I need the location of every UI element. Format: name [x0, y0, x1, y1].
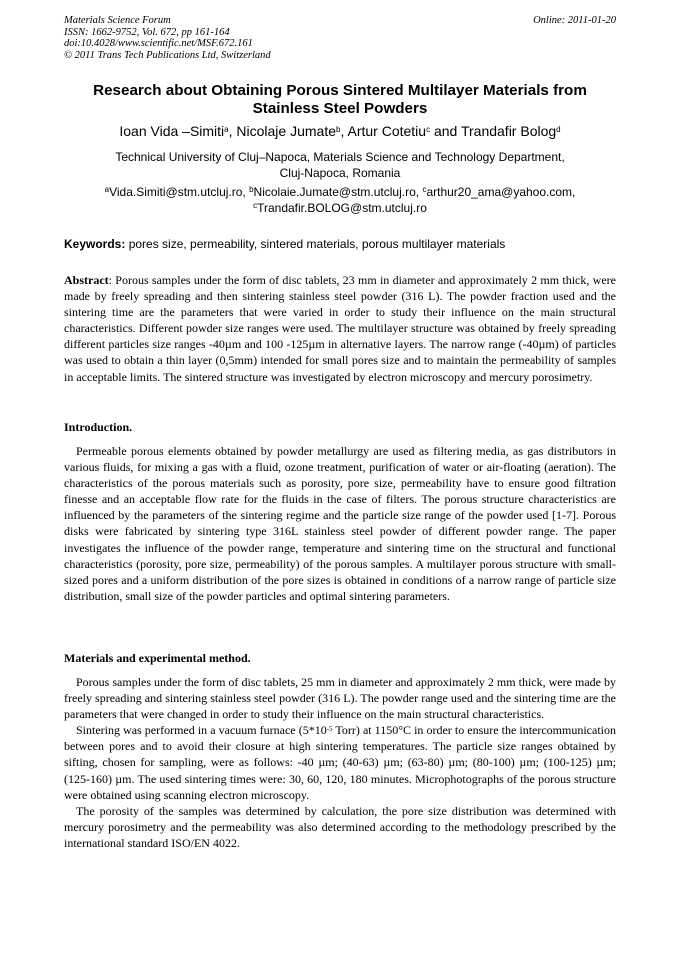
paper-title-line2: Stainless Steel Powders: [252, 100, 428, 117]
author-name: Nicolaje Jumate: [236, 123, 337, 139]
author-name: Trandafir Bolog: [460, 123, 557, 139]
email-link[interactable]: arthur20_ama@yahoo.com,: [426, 185, 576, 199]
online-date: Online: 2011-01-20: [533, 15, 616, 26]
methods-paragraph: The porosity of the samples was determined by calculation, the pore size distribution was determined with mercury porosimetry and the permeability was also determined according to the methodology prescribed by the international standard ISO/EN 4022.: [64, 803, 616, 850]
intro-heading: Introduction.: [64, 420, 133, 434]
paper-title: [64, 82, 616, 118]
abstract: [64, 272, 616, 385]
methods-body: [64, 674, 616, 851]
methods-paragraph: Porous samples under the form of disc tablets, 25 mm in diameter and approximately 2 mm thick, were made by freely spreading and sintering stainless steel powder (316 L). The powder range used and the sintering time are the parameters that were changed in order to study their influence on the main structural characteristics.: [64, 675, 616, 722]
intro-paragraph: Permeable porous elements obtained by powder metallurgy are used as filtering media, as gas distributors in various fluids, for mixing a gas with a fluid, ozone treatment, purification of water or air-floating (aeration). The characteristics of the porous materials such as porosity, pore size, permeability have to ensure good filtration finesse and an acceptable flow rate for the fluids in the case of filters. The porous structure characteristics are influenced by the parameters of the sintering regime and the particle size range of the powder used [1-7]. Porous disks were fabricated by sintering type 316L stainless steel powder of different powder range. The paper investigates the influence of the powder range, temperature and sintering time on the structural and functional characteristics (porosity, pore size, permeability) of the porous samples. A multilayer porous structure with small-sized pores and a uniform distribution of the pore sizes is obtained in conditions of a narrow range of particle size distribution, small size of the powder particles and optimal sintering parameters.: [64, 444, 616, 603]
paper-title-line1: Research about Obtaining Porous Sintered Multilayer Materials from: [93, 82, 587, 99]
keywords-text: pores size, permeability, sintered materials, porous multilayer materials: [125, 237, 506, 251]
methods-paragraph: Sintering was performed in a vacuum furnace ($5*10^{-5}$ Torr) at 1150°C in order to ensure the intercommunication between pores and to avoid their closure at high sintering temperatures. The particle size ranges obtained by sifting, chosen for sampling, were as follows: -40 µm; (40-63) µm; (63-80) µm; (80-100) µm; (100-125) µm; (125-160) µm. The used sintering times were: 30, 60, 120, 180 minutes. Microphotographs of the porous structure were obtained using scanning electron microscopy.: [64, 723, 617, 802]
journal-copyright: © 2011 Trans Tech Publications Ltd, Switzerland: [64, 49, 271, 61]
affiliation: Technical University of Cluj–Napoca, Materials Science and Technology Department, Cluj-Napoca, Romania: [115, 150, 565, 180]
journal-header: [64, 15, 616, 61]
author-affil-mark: c: [426, 125, 431, 134]
email-link[interactable]: Trandafir.BOLOG@stm.utcluj.ro: [257, 201, 427, 215]
author-affil-mark: a: [224, 125, 229, 134]
email-link[interactable]: Nicolaie.Jumate@stm.utcluj.ro,: [253, 185, 423, 199]
author-affil-mark: d: [556, 125, 561, 134]
abstract-label: Abstract: [64, 273, 109, 287]
author-affil-mark: b: [336, 125, 341, 134]
author-list: Ioan Vida –Simiti$^a$, Nicolaje Jumate$^b$, Artur Cotetiu$^c$ and Trandafir Bolog$^d$: [119, 123, 561, 139]
author-name: Artur Cotetiu: [347, 123, 427, 139]
email-link[interactable]: Vida.Simiti@stm.utcluj.ro,: [109, 185, 250, 199]
keywords: [64, 236, 616, 252]
author-name: Ioan Vida –Simiti: [119, 123, 225, 139]
author-emails: $^a$Vida.Simiti@stm.utcluj.ro, $^b$Nicolaie.Jumate@stm.utcluj.ro, $^c$arthur20_ama@yahoo.com, $^c$Trandafir.BOLOG@stm.utcluj.ro: [104, 185, 576, 215]
journal-name: Materials Science Forum: [64, 15, 171, 26]
journal-issn: ISSN: 1662-9752, Vol. 672, pp 161-164: [64, 26, 230, 38]
keywords-label: Keywords:: [64, 237, 126, 251]
journal-doi: doi:10.4028/www.scientific.net/MSF.672.161: [64, 38, 253, 49]
abstract-text: : Porous samples under the form of disc tablets, 23 mm in diameter and approximately 2 mm thick, were made by freely spreading and then sintering stainless steel powder (316 L). The powder fraction used and the sintering time are the parameters that were varied in order to study their influence on the main structural characteristics. Different powder size ranges were used. The multilayer structure was obtained by freely spreading different particles size ranges -40µm and 100 -125µm in alternative layers. The narrow range (-40µm) of particles was used to obtain a thin layer (0,5mm) intended for small pores size and to maintain the permeability of samples in acceptable limits. The sintered structure was investigated by electron microscopy and mercury porosimetry.: [64, 273, 616, 384]
methods-heading: Materials and experimental method.: [64, 651, 251, 665]
